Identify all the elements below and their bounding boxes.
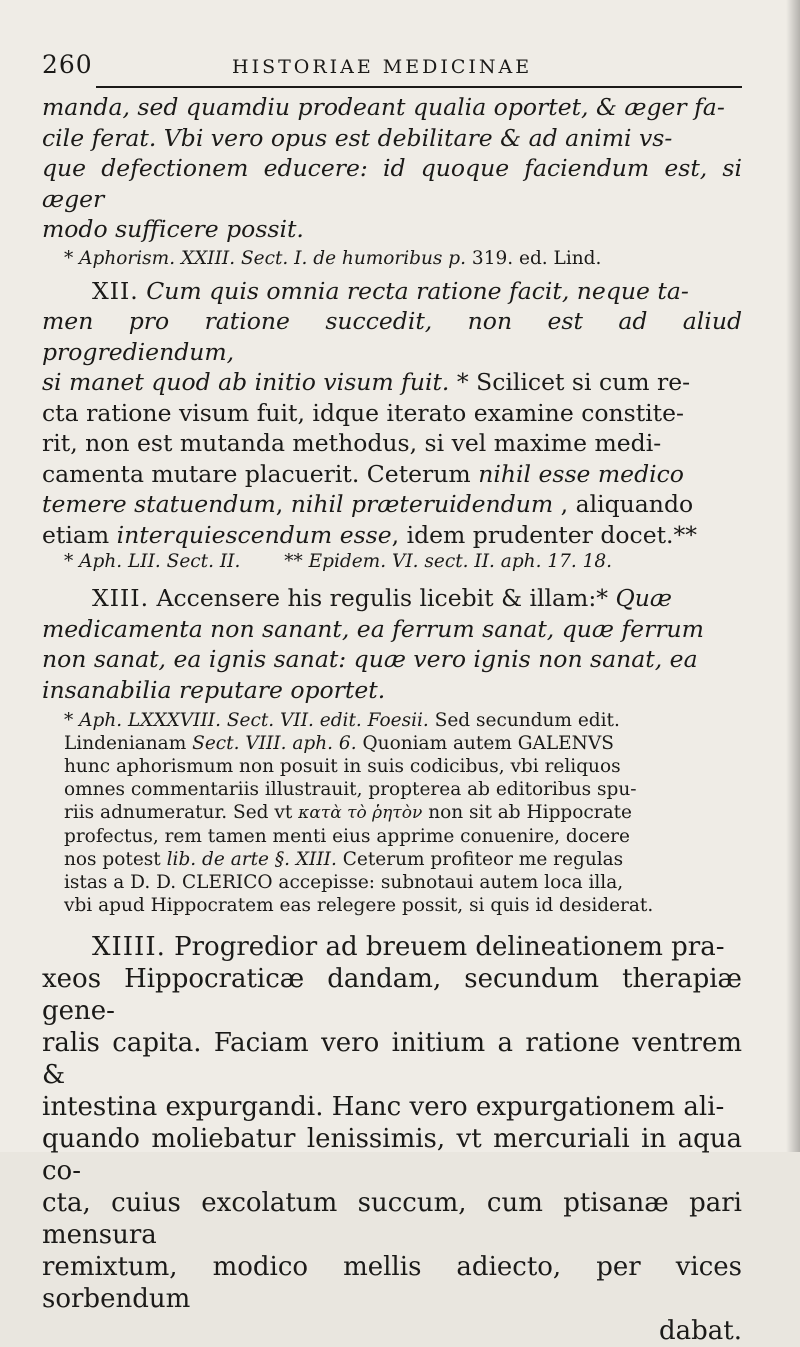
text-line: Progredior ad breuem delineationem pra- (174, 932, 725, 962)
text-line: , aliquando (560, 490, 694, 518)
text-line: dabat. (658, 1316, 742, 1346)
text-line: modo sufficere possit. (42, 215, 304, 243)
page-number: 260 (42, 50, 93, 79)
text-line: etiam (42, 520, 110, 549)
footnote-2 (42, 550, 742, 573)
comma: , (275, 490, 284, 518)
text-line: cile ferat. Vbi vero opus est debilitare & ad animi vs- (42, 123, 673, 152)
text-line: que defectionem educere: id quoque faciendum est, si æger (42, 154, 742, 213)
text-line: Sed secundum edit. (434, 710, 620, 731)
text-line: non sanat, ea ignis sanat: quæ vero ignis non sanat, ea (42, 645, 698, 673)
header-rule (96, 86, 742, 88)
text-line: interquiescendum esse (116, 520, 392, 549)
footnote-reference: Aphorism. XXIII. Sect. I. de humoribus p. (79, 247, 467, 269)
paragraph-continuation (42, 92, 742, 245)
text-line: profectus, rem tamen menti eius apprime conuenire, docere (64, 826, 630, 847)
section-number: XIIII. (92, 932, 166, 962)
text-line: riis adnumeratur. Sed vt (64, 802, 293, 823)
footnote-marker: * (64, 247, 74, 269)
footnote-1 (42, 247, 742, 270)
text-line: Sect. VIII. aph. 6. (192, 733, 357, 754)
text-line: si manet quod ab initio visum fuit. (42, 368, 450, 396)
running-head: HISTORIAE MEDICINAE (232, 56, 533, 78)
greek-phrase: κατὰ τὸ ῥητὸν (298, 803, 423, 823)
text-line: Cum quis omnia recta ratione facit, neque ta- (146, 276, 689, 305)
text-line: non sit ab Hippocrate (428, 802, 633, 823)
text-line: camenta mutare placuerit. Ceterum (42, 459, 471, 488)
text-line: omnes commentariis illustrauit, propterea ab editoribus spu- (64, 779, 637, 800)
text-line: insanabilia reputare oportet. (42, 675, 386, 704)
text-line: men pro ratione succedit, non est ad aliud progrediendum, (42, 307, 742, 366)
text-line: Accensere his regulis licebit & illam:* (156, 584, 608, 612)
footnote-reference: * Aph. LII. Sect. II. (64, 551, 241, 572)
footnote-page: 319. ed. Lind. (471, 247, 602, 269)
text-line: medicamenta non sanant, ea ferrum sanat, quæ ferrum (42, 614, 704, 643)
text-line: * Scilicet si cum re- (456, 368, 691, 396)
text-line: cta ratione visum fuit, idque iterato examine constite- (42, 398, 684, 427)
text-line: manda, sed quamdiu prodeant qualia oportet, & æger fa- (42, 93, 725, 121)
section-xii (42, 276, 742, 551)
text-line: xeos Hippocraticæ dandam, secundum therapiæ gene- (42, 964, 742, 1026)
page-header (42, 48, 742, 84)
text-line: istas a D. D. CLERICO accepisse: subnotaui autem loca illa, (64, 872, 624, 893)
text-line: temere statuendum (42, 490, 276, 518)
text-line: nihil esse medico (478, 459, 684, 488)
text-line: Quoniam autem GALENVS (362, 733, 614, 754)
text-line: Lindenianam (64, 733, 187, 754)
text-line: quando moliebatur lenissimis, vt mercuriali in aqua co- (42, 1124, 742, 1186)
text-line: rit, non est mutanda methodus, si vel maxime medi- (42, 429, 662, 457)
footnote-3 (42, 709, 742, 917)
text-line: remixtum, modico mellis adiecto, per vices sorbendum (42, 1252, 742, 1314)
section-xiiii (42, 931, 742, 1347)
text-line: hunc aphorismum non posuit in suis codicibus, vbi reliquos (64, 756, 621, 777)
text-line: lib. de arte §. XIII. (166, 849, 337, 870)
text-line: vbi apud Hippocratem eas relegere possit, si quis id desiderat. (64, 895, 654, 916)
text-line: Ceterum profiteor me regulas (342, 849, 624, 870)
text-line: nos potest (64, 849, 161, 870)
text-line: Quæ (615, 584, 672, 612)
section-xiii (42, 583, 742, 705)
section-number: XII. (92, 276, 139, 305)
text-line: intestina expurgandi. Hanc vero expurgationem ali- (42, 1092, 725, 1122)
text-line: cta, cuius excolatum succum, cum ptisanæ pari mensura (42, 1188, 742, 1250)
text-line: ralis capita. Faciam vero initium a ratione ventrem & (42, 1028, 742, 1090)
section-number: XIII. (92, 584, 150, 612)
text-line: , idem prudenter docet.** (391, 520, 698, 549)
footnote-reference: * Aph. LXXXVIII. Sect. VII. edit. Foesii. (64, 710, 429, 731)
footnote-reference: ** Epidem. VI. sect. II. aph. 17. 18. (284, 551, 613, 572)
text-line: nihil præteruidendum (290, 490, 554, 518)
